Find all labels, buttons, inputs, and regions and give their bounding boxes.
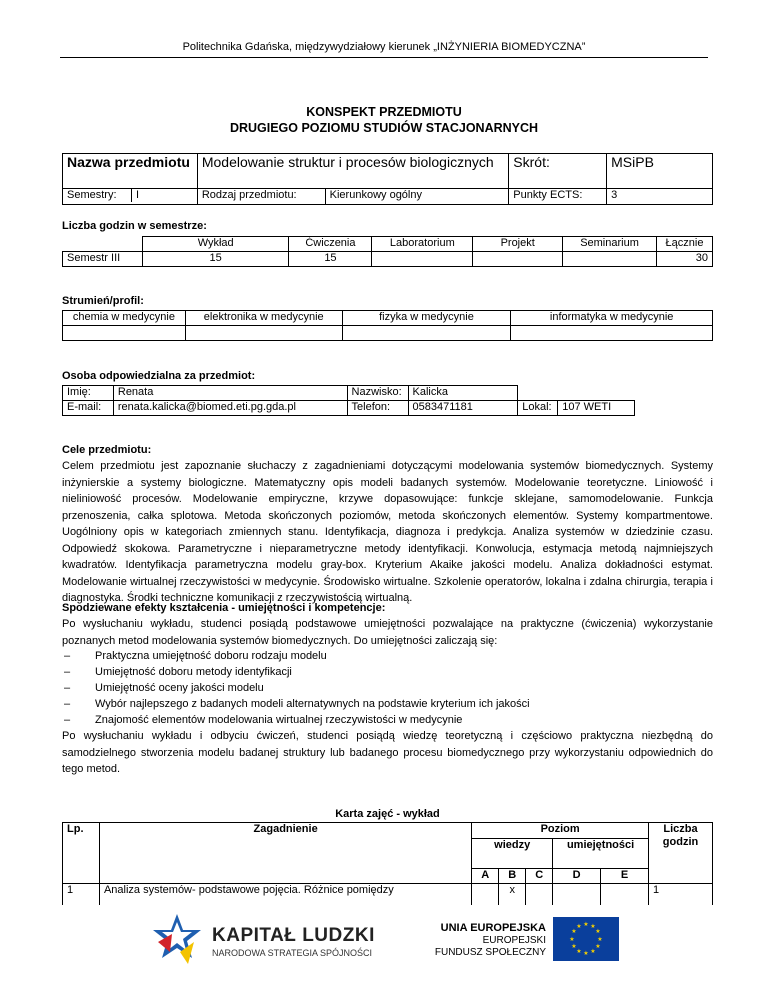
stream-option-physics: fizyka w medycynie — [342, 311, 511, 326]
svg-text:★: ★ — [590, 923, 596, 930]
stream-mark-informatics — [511, 326, 713, 341]
abbr-label: Skrót: — [509, 154, 607, 189]
hours-header-lecture: Wykład — [142, 237, 289, 252]
goals-section-title: Cele przedmiotu: — [62, 444, 152, 456]
hours-value-seminar — [563, 252, 657, 267]
first-name-label: Imię: — [63, 386, 114, 401]
svg-text:★: ★ — [576, 923, 582, 930]
stream-option-chemistry: chemia w medycynie — [63, 311, 186, 326]
outcomes-closing: Po wysłuchaniu wykładu i odbyciu ćwiczeń, studenci posiądą wiedzę teoretyczną i częściowo praktyczna niezbędną do samodzielnego stworzenia modelu badanej struktury lub badanego procesu biomedycznego przy wykorzystaniu odpowiednich do tego metod. — [62, 730, 713, 775]
svg-text:★: ★ — [583, 950, 589, 957]
room-label: Lokal: — [518, 401, 558, 416]
semesters-cell — [63, 189, 198, 205]
svg-text:★: ★ — [569, 936, 575, 943]
surname-label: Nazwisko: — [347, 386, 408, 401]
level-e: E — [601, 869, 649, 884]
hours-value-project — [473, 252, 563, 267]
svg-text:★: ★ — [595, 943, 601, 950]
list-item: – Umiejętność doboru metody identyfikacji — [64, 666, 292, 678]
email-value: renata.kalicka@biomed.eti.pg.gda.pl — [113, 401, 347, 416]
eu-line3: FUNDUSZ SPOŁECZNY — [434, 947, 546, 958]
stream-mark-chemistry — [63, 326, 186, 341]
semesters-value: I — [136, 189, 140, 201]
hours-header-total: Łącznie — [656, 237, 712, 252]
schedule-header-skill: umiejętności — [553, 839, 649, 869]
svg-text:★: ★ — [583, 921, 589, 928]
kl-subtitle: NARODOWA STRATEGIA SPÓJNOŚCI — [212, 948, 373, 958]
person-table — [62, 385, 635, 416]
row-topic: Analiza systemów- podstawowe pojęcia. Różnice pomiędzy — [99, 884, 471, 914]
level-d: D — [553, 869, 601, 884]
kl-title: KAPITAŁ LUDZKI — [212, 925, 375, 946]
course-name-value: Modelowanie struktur i procesów biologicznych — [197, 154, 508, 189]
ects-label: Punkty ECTS: — [509, 189, 607, 205]
schedule-header-topic: Zagadnienie — [99, 823, 471, 884]
hours-value-total: 30 — [656, 252, 712, 267]
hours-header-project: Projekt — [473, 237, 563, 252]
page-header: Politechnika Gdańska, międzywydziałowy kierunek „INŻYNIERIA BIOMEDYCZNA” — [182, 41, 586, 53]
room-value: 107 WETI — [558, 401, 635, 416]
hours-value-exercises: 15 — [289, 252, 372, 267]
row-mark-b: x — [499, 884, 526, 914]
list-dash: – — [64, 714, 71, 726]
hours-value-lecture: 15 — [142, 252, 289, 267]
outcomes-section-title: Spodziewane efekty kształcenia - umiejętności i kompetencje: — [62, 602, 386, 614]
level-a: A — [472, 869, 499, 884]
abbr-value: MSiPB — [607, 154, 713, 189]
eu-line2: EUROPEJSKI — [482, 935, 546, 946]
phone-label: Telefon: — [347, 401, 408, 416]
svg-text:★: ★ — [576, 948, 582, 955]
eu-flag-icon — [553, 917, 619, 961]
type-label: Rodzaj przedmiotu: — [197, 189, 325, 205]
list-item: – Wybór najlepszego z badanych modeli alternatywnych na podstawie kryterium ich jakości — [64, 698, 530, 710]
outcomes-intro: Po wysłuchaniu wykładu, studenci posiądą podstawowe umiejętności pozwalające na praktyczne (ćwiczenia) wykorzystanie poznanych metod modelowania systemów biomedycznych. Do umiejętności zaliczają się: — [62, 618, 713, 647]
schedule-header-lp: Lp. — [63, 823, 100, 884]
schedule-header-level: Poziom — [472, 823, 649, 839]
type-value: Kierunkowy ogólny — [325, 189, 509, 205]
email-label: E-mail: — [63, 401, 114, 416]
doc-title-line1: KONSPEKT PRZEDMIOTU — [306, 105, 462, 119]
semesters-label: Semestry: — [63, 189, 132, 202]
outcomes-list — [62, 648, 713, 728]
list-dash: – — [64, 650, 71, 662]
stream-mark-electronics — [185, 326, 342, 341]
list-dash: – — [64, 682, 71, 694]
stream-table — [62, 310, 713, 341]
eu-title: UNIA EUROPEJSKA — [440, 922, 546, 934]
doc-title-line2: DRUGIEGO POZIOMU STUDIÓW STACJONARNYCH — [229, 121, 539, 135]
row-hours: 1 — [649, 884, 713, 914]
schedule-title: Karta zajęć - wykład — [335, 808, 440, 820]
course-info-table — [62, 153, 713, 205]
kapital-ludzki-logo-icon — [150, 912, 204, 968]
course-name-label: Nazwa przedmiotu — [63, 154, 198, 189]
header-divider — [60, 57, 708, 58]
stream-mark-physics — [342, 326, 511, 341]
list-dash: – — [64, 666, 71, 678]
surname-value: Kalicka — [408, 386, 518, 401]
hours-header-exercises: Ćwiczenia — [289, 237, 372, 252]
hours-header-seminar: Seminarium — [563, 237, 657, 252]
list-item: – Praktyczna umiejętność doboru rodzaju modelu — [64, 650, 327, 662]
goals-text: Celem przedmiotu jest zapoznanie słuchaczy z zagadnieniami dotyczącymi modelowania systemów biomedycznych. Systemy inżynierskie a systemy biologiczne. Matematyczny opis modeli badanych systemów. Modelowanie teoretyczne. Liniowość i nieliniowość procesów. Modelowanie empiryczne, krzywe dopasowujące: funkcje sklejane, samomodelowanie. Funkcja przenoszenia, całka splotowa. Metoda skończonych poziomów, metoda skończonych elementów. Systemy kompartmentowe. Uogólniony opis w kategoriach zmiennych stanu. Identyfikacja, diagnoza i predykcja. Analiza systemów w dziedzinie czasu. Odpowiedź skokowa. Parametryczne i nieparametryczne metody identyfikacji. Konwolucja, estymacja metodą najmniejszych kwadratów. Identyfikacja parametryczna modelu gray-box. Kryterium Akaike jakości modelu. Analiza dokładności estymat. Modelowanie wirtualnej rzeczywistości w medycynie. Środowisko wirtualne. Szkolenie operatorów, lokalna i zdalna chirurgia, terapia i diagnostyka. Środki techniczne komunikacji z rzeczywistością wirtualną. — [62, 460, 713, 604]
stream-option-electronics: elektronika w medycynie — [185, 311, 342, 326]
svg-text:★: ★ — [571, 928, 577, 935]
person-section-title: Osoba odpowiedzialna za przedmiot: — [62, 370, 256, 382]
schedule-header-hours: Liczba godzin — [649, 823, 713, 884]
svg-text:★: ★ — [597, 936, 603, 943]
schedule-header-knowledge: wiedzy — [472, 839, 553, 869]
list-dash: – — [64, 698, 71, 710]
footer-band — [0, 905, 768, 994]
hours-header-lab: Laboratorium — [372, 237, 473, 252]
hours-section-title: Liczba godzin w semestrze: — [62, 220, 207, 232]
first-name-value: Renata — [113, 386, 347, 401]
row-lp: 1 — [63, 884, 100, 914]
schedule-table — [62, 822, 713, 914]
list-item: – Umiejętność oceny jakości modelu — [64, 682, 264, 694]
ects-value: 3 — [607, 189, 713, 205]
svg-text:★: ★ — [595, 928, 601, 935]
list-item: – Znajomość elementów modelowania wirtualnej rzeczywistości w medycynie — [64, 714, 463, 726]
level-b: B — [499, 869, 526, 884]
hours-row-label: Semestr III — [63, 252, 143, 267]
svg-text:★: ★ — [571, 943, 577, 950]
phone-value: 0583471181 — [408, 401, 518, 416]
hours-value-lab — [372, 252, 473, 267]
stream-option-informatics: informatyka w medycynie — [511, 311, 713, 326]
level-c: C — [526, 869, 553, 884]
hours-table — [62, 236, 713, 267]
svg-text:★: ★ — [590, 948, 596, 955]
stream-section-title: Strumień/profil: — [62, 295, 144, 307]
